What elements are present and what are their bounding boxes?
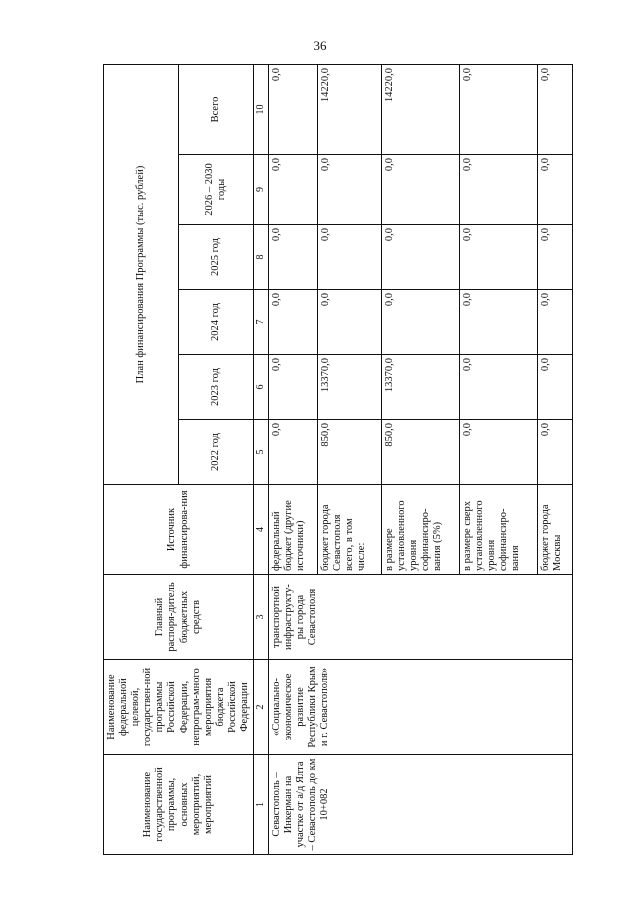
column-number: 8 <box>254 225 269 290</box>
column-number: 5 <box>254 420 269 485</box>
header-year-2023: 2023 год <box>179 355 254 420</box>
value-2026-2030: 0,0 <box>460 155 538 225</box>
value-2024: 0,0 <box>381 290 459 355</box>
header-total: Всего <box>179 64 254 154</box>
value-total: 14220,0 <box>318 64 382 154</box>
value-2025: 0,0 <box>318 225 382 290</box>
value-total: 0,0 <box>269 64 318 154</box>
value-total: 0,0 <box>538 64 573 154</box>
rotated-table-frame <box>103 65 573 855</box>
column-number: 2 <box>254 660 269 755</box>
column-number: 4 <box>254 485 269 575</box>
value-2022: 0,0 <box>460 420 538 485</box>
header-program-name: Наименование государственной программы, основных мероприятий, мероприятий <box>104 755 254 855</box>
funding-source-cell: в размере сверх установленного уровня софинансиро-вания <box>460 485 538 575</box>
column-number-row <box>254 64 269 854</box>
value-2022: 0,0 <box>538 420 573 485</box>
value-2023: 13370,0 <box>318 355 382 420</box>
value-2026-2030: 0,0 <box>381 155 459 225</box>
header-funding-source: Источник финансирова-ния <box>104 485 254 575</box>
value-2024: 0,0 <box>318 290 382 355</box>
value-2026-2030: 0,0 <box>318 155 382 225</box>
value-2026-2030: 0,0 <box>538 155 573 225</box>
column-number: 7 <box>254 290 269 355</box>
value-2025: 0,0 <box>460 225 538 290</box>
column-number: 10 <box>254 64 269 154</box>
value-2025: 0,0 <box>538 225 573 290</box>
value-2024: 0,0 <box>269 290 318 355</box>
budget-manager-cell: транспортной инфраструкту-ры города Севастополя <box>269 575 573 660</box>
funding-source-cell: в размере установленного уровня софинансиро-вания (5%) <box>381 485 459 575</box>
column-number: 6 <box>254 355 269 420</box>
value-2023: 0,0 <box>538 355 573 420</box>
federal-program-cell: «Социально-экономическое развитие Республики Крым и г. Севастополя» <box>269 660 573 755</box>
program-name-cell: Севастополь – Инкерман на участке от а/д Ялта – Севастополь до км 10+082 <box>269 755 573 855</box>
rotated-table-area <box>103 65 573 855</box>
value-2024: 0,0 <box>460 290 538 355</box>
value-2023: 13370,0 <box>381 355 459 420</box>
header-financing-plan: План финансирования Программы (тыс. рублей) <box>104 64 179 484</box>
value-2022: 0,0 <box>269 420 318 485</box>
financing-table <box>103 64 573 855</box>
value-total: 0,0 <box>460 64 538 154</box>
value-2024: 0,0 <box>538 290 573 355</box>
value-2022: 850,0 <box>381 420 459 485</box>
value-2025: 0,0 <box>269 225 318 290</box>
header-years-2026-2030: 2026 – 2030 годы <box>179 155 254 225</box>
value-2025: 0,0 <box>381 225 459 290</box>
value-total: 14220,0 <box>381 64 459 154</box>
value-2023: 0,0 <box>269 355 318 420</box>
table-row <box>269 64 318 854</box>
header-year-2024: 2024 год <box>179 290 254 355</box>
header-year-2022: 2022 год <box>179 420 254 485</box>
header-row-1 <box>104 64 179 854</box>
value-2026-2030: 0,0 <box>269 155 318 225</box>
header-federal-program: Наименование федеральной целевой, государствен-ной программы Российской Федерации, непрограм-много мероприятия бюджета Российской Федерации <box>104 660 254 755</box>
value-2022: 850,0 <box>318 420 382 485</box>
header-budget-manager: Главный распоря-дитель бюджетных средств <box>104 575 254 660</box>
funding-source-cell: федеральный бюджет (другие источники) <box>269 485 318 575</box>
page-number: 36 <box>313 38 327 53</box>
header-year-2025: 2025 год <box>179 225 254 290</box>
column-number: 1 <box>254 755 269 855</box>
column-number: 9 <box>254 155 269 225</box>
funding-source-cell: бюджет города Севастополя всего, в том числе: <box>318 485 382 575</box>
value-2023: 0,0 <box>460 355 538 420</box>
funding-source-cell: бюджет города Москвы <box>538 485 573 575</box>
column-number: 3 <box>254 575 269 660</box>
